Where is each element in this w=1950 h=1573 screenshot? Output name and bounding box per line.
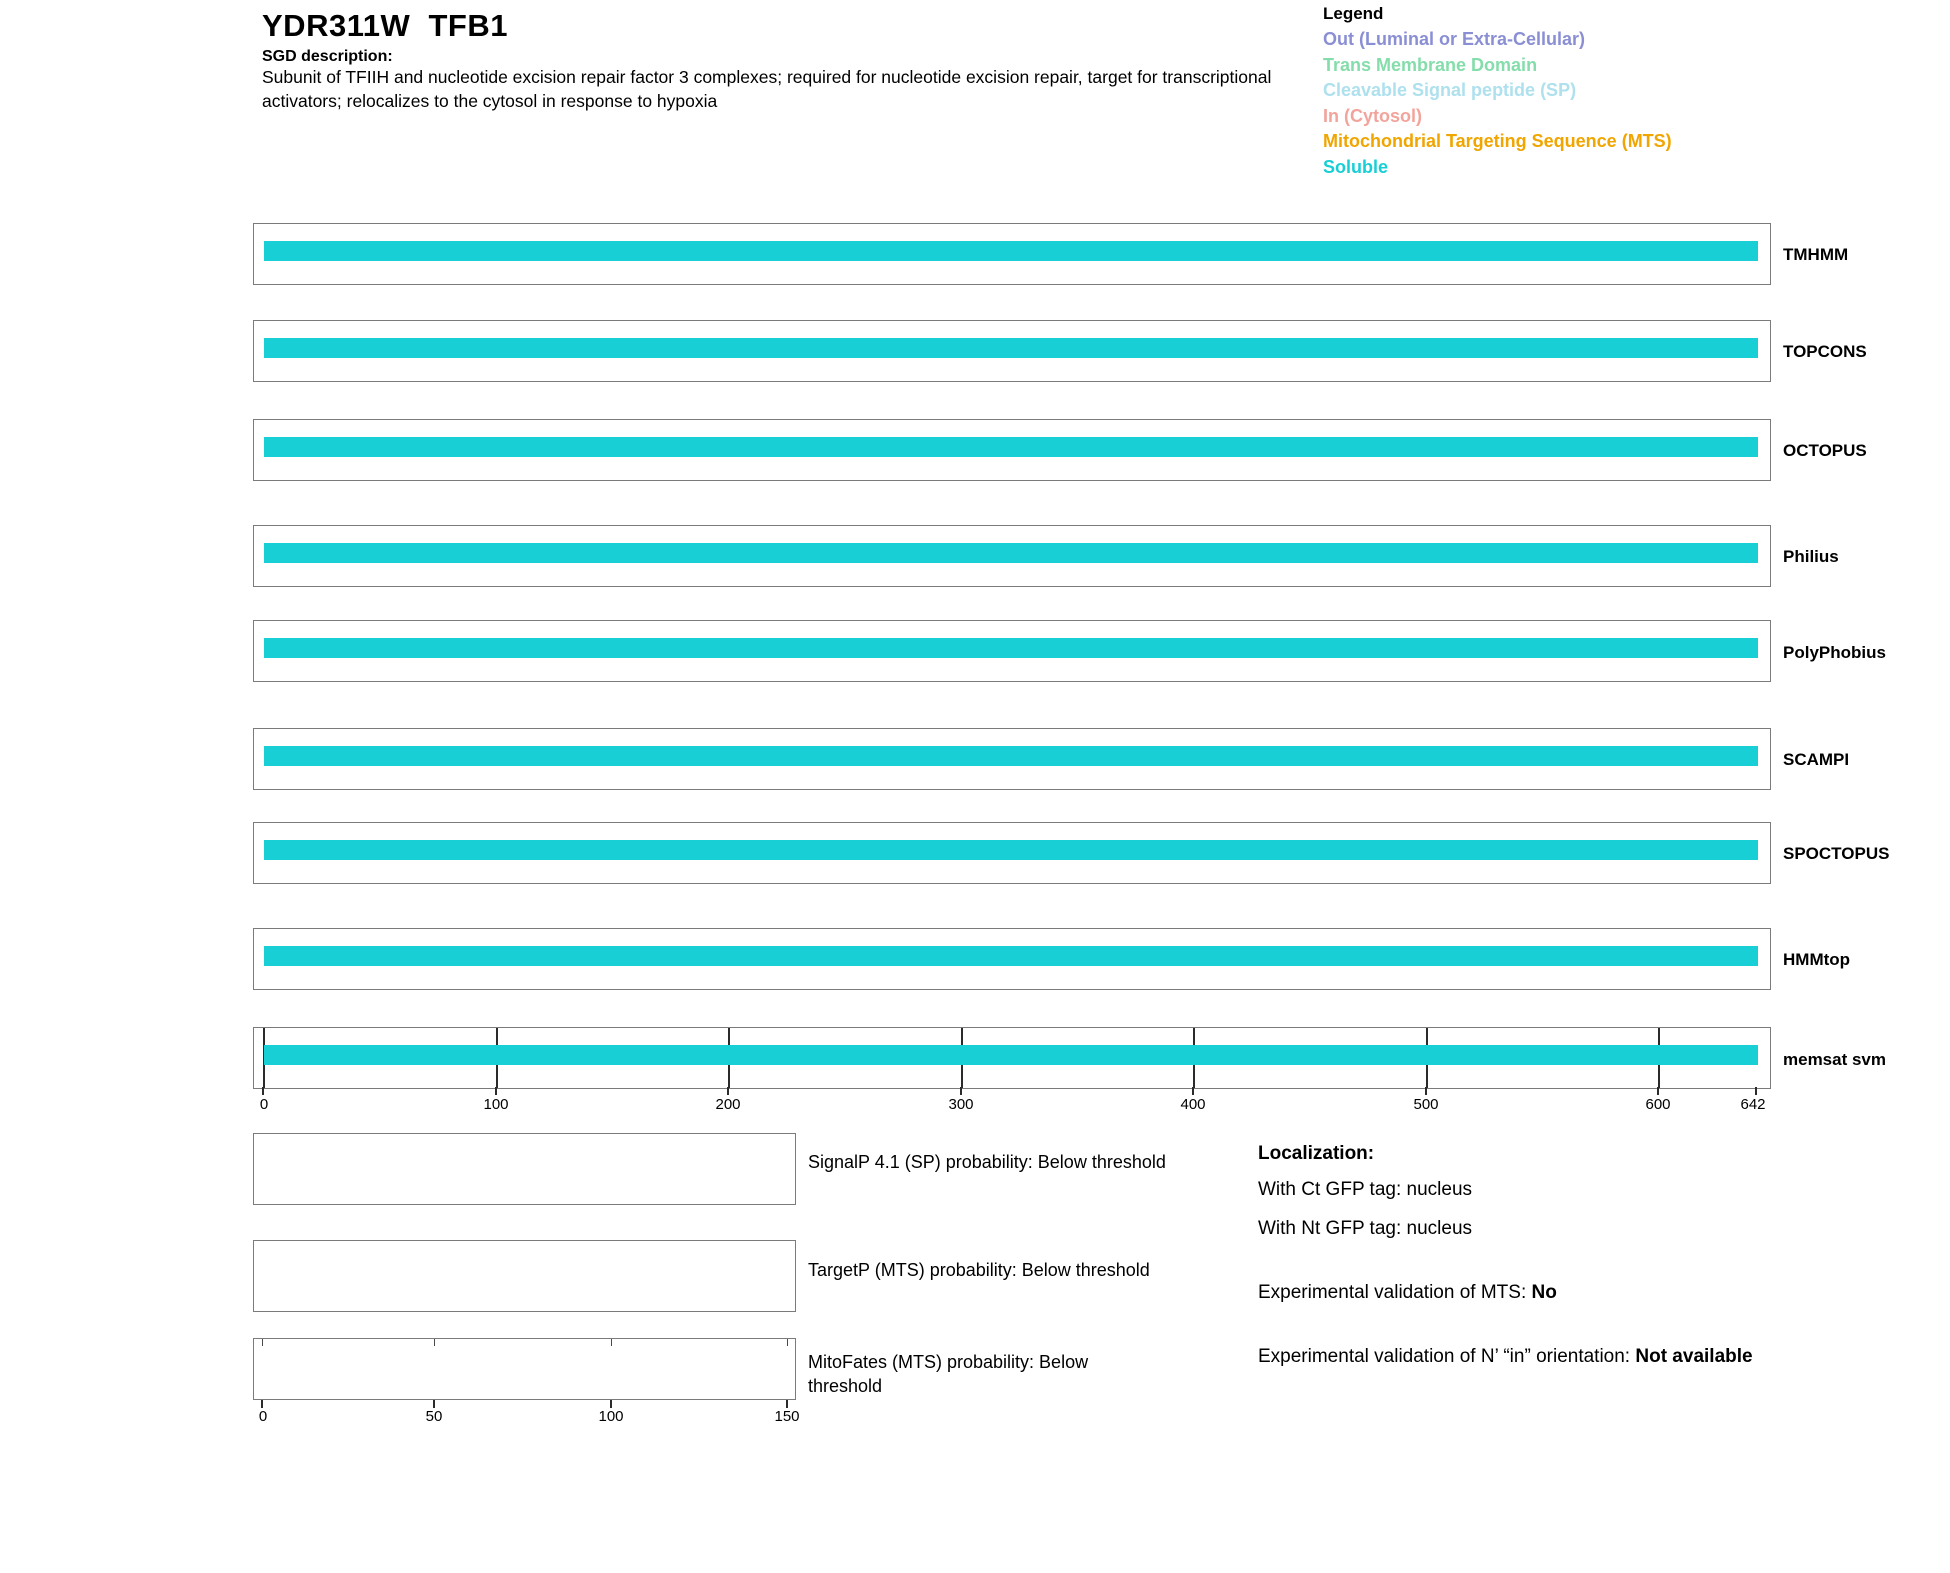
signalp-plot-box: [253, 1133, 796, 1205]
track-hmmtop: [253, 928, 1771, 990]
axis-tick: [433, 1400, 435, 1408]
track-label-memsat-svm: memsat svm: [1783, 1050, 1887, 1069]
track-octopus: [253, 419, 1771, 481]
axis-gridline: [262, 1339, 263, 1346]
track-label-topcons: TOPCONS: [1783, 342, 1867, 361]
mitofates-result-label: MitoFates (MTS) probability: Below threshold: [808, 1352, 1089, 1397]
legend-item-in: In (Cytosol): [1323, 105, 1422, 126]
track-bar-soluble: [264, 338, 1758, 358]
track-topcons: [253, 320, 1771, 382]
axis-tick: [1755, 1087, 1757, 1095]
track-label-octopus: OCTOPUS: [1783, 441, 1867, 460]
axis-tick-label: 200: [715, 1096, 741, 1113]
mitofates-plot-box: [253, 1338, 796, 1400]
mts-validation-value: No: [1531, 1282, 1557, 1303]
track-scampi: [253, 728, 1771, 790]
track-bar-soluble: [264, 746, 1758, 766]
track-label-polyphobius: PolyPhobius: [1783, 643, 1886, 662]
track-bar-soluble: [264, 638, 1758, 658]
legend: [1323, 4, 1923, 180]
axis-tick: [727, 1087, 729, 1095]
axis-tick-label: 600: [1645, 1096, 1671, 1113]
nin-validation-value: Not available: [1635, 1346, 1753, 1367]
track-label-tmhmm: TMHMM: [1783, 245, 1849, 264]
axis-tick: [960, 1087, 962, 1095]
axis-gridline: [787, 1339, 788, 1346]
targetp-result-label: TargetP (MTS) probability: Below threshold: [808, 1260, 1150, 1280]
axis-tick-label: 100: [483, 1096, 509, 1113]
axis-tick-label: 0: [259, 1096, 269, 1113]
track-bar-soluble: [264, 1045, 1758, 1065]
axis-tick-label: 100: [598, 1408, 624, 1425]
nt-gfp-localization: With Nt GFP tag: nucleus: [1258, 1218, 1473, 1239]
track-memsat-svm: [253, 1027, 1771, 1089]
axis-tick: [1657, 1087, 1659, 1095]
axis-tick-label: 642: [1740, 1096, 1766, 1113]
track-bar-soluble: [264, 543, 1758, 563]
page-title: YDR311W TFB1: [262, 8, 508, 43]
track-bar-soluble: [264, 840, 1758, 860]
targetp-plot-box: [253, 1240, 796, 1312]
track-label-scampi: SCAMPI: [1783, 750, 1850, 769]
legend-item-out: Out (Luminal or Extra-Cellular): [1323, 29, 1586, 49]
localization-info-panel: [1258, 1143, 1918, 1385]
axis-tick-label: 400: [1180, 1096, 1206, 1113]
track-spoctopus: [253, 822, 1771, 884]
legend-item-tmd: Trans Membrane Domain: [1323, 54, 1538, 75]
track-polyphobius: [253, 620, 1771, 682]
track-label-spoctopus: SPOCTOPUS: [1783, 844, 1890, 863]
axis-tick-label: 50: [425, 1408, 443, 1425]
sgd-description-label: SGD description:: [262, 48, 393, 65]
axis-residue-position-lower: [253, 1400, 800, 1430]
track-bar-soluble: [264, 437, 1758, 457]
localization-heading: Localization:: [1258, 1143, 1375, 1164]
mts-validation: [1258, 1282, 1918, 1304]
axis-tick: [495, 1087, 497, 1095]
track-label-philius: Philius: [1783, 547, 1839, 566]
axis-tick: [262, 1087, 264, 1095]
track-tmhmm: [253, 223, 1771, 285]
axis-tick: [261, 1400, 263, 1408]
axis-tick-label: 0: [258, 1408, 268, 1425]
legend-item-sp: Cleavable Signal peptide (SP): [1323, 80, 1577, 101]
track-philius: [253, 525, 1771, 587]
sgd-description-text: Subunit of TFIIH and nucleotide excision repair factor 3 complexes; required for nucleotide excision repair, target for transcriptional activators; relocalizes to the cytosol in response to hypoxia: [262, 67, 1272, 111]
track-bar-soluble: [264, 946, 1758, 966]
legend-title: Legend: [1323, 4, 1384, 23]
track-bar-soluble: [264, 241, 1758, 261]
mts-validation-label: Experimental validation of MTS:: [1258, 1282, 1532, 1303]
legend-item-mts: Mitochondrial Targeting Sequence (MTS): [1323, 131, 1672, 152]
axis-residue-position: [253, 1087, 1771, 1119]
axis-gridline: [611, 1339, 612, 1346]
nin-validation-label: Experimental validation of N’ “in” orientation:: [1258, 1346, 1636, 1367]
axis-gridline: [434, 1339, 435, 1346]
axis-tick-label: 150: [774, 1408, 800, 1425]
axis-tick: [1192, 1087, 1194, 1095]
axis-tick: [610, 1400, 612, 1408]
track-label-hmmtop: HMMtop: [1783, 950, 1851, 969]
signalp-result-label: SignalP 4.1 (SP) probability: Below threshold: [808, 1152, 1166, 1172]
header: [262, 8, 1322, 113]
nin-validation: [1258, 1346, 1918, 1368]
axis-tick: [786, 1400, 788, 1408]
axis-tick-label: 500: [1413, 1096, 1439, 1113]
axis-tick: [1425, 1087, 1427, 1095]
axis-tick-label: 300: [948, 1096, 974, 1113]
ct-gfp-localization: With Ct GFP tag: nucleus: [1258, 1179, 1473, 1200]
legend-item-soluble: Soluble: [1323, 156, 1389, 177]
